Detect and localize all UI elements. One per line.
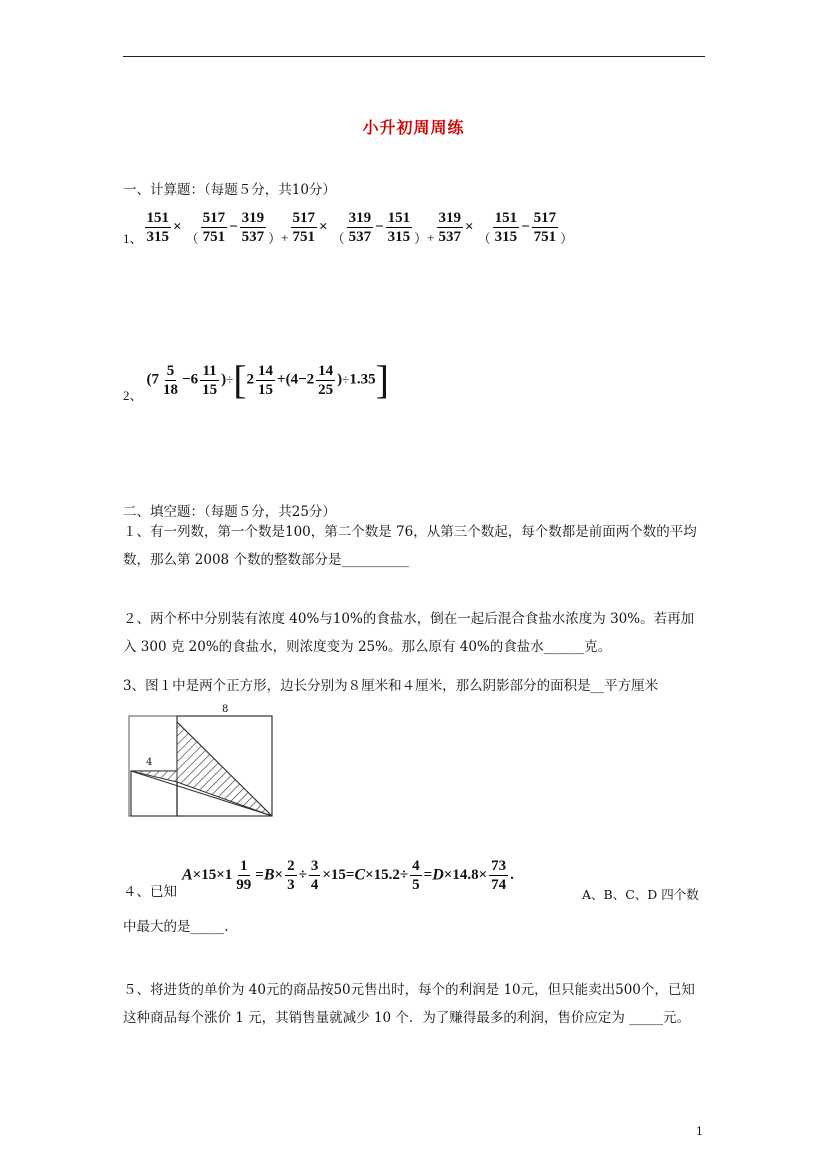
section1-heading: 一、计算题：（每题５分，共10分）: [123, 182, 336, 198]
fraction: $\frac{517}{751}$: [533, 210, 557, 245]
shaded-small-triangle: [131, 771, 177, 782]
problem-1-label: 1、: [123, 231, 143, 246]
header-rule: [123, 56, 705, 57]
problem-2-4-equation: A×15×1 $\frac{1}{99}$ =B× $\frac{2}{3}$ ÷ $\frac{3}{4}$ ×15=C×15.2÷ $\frac{4}{5}$ =D×14.8× $\frac{73}{74}$ .: [182, 858, 514, 893]
figure-label-4: 4: [146, 757, 153, 768]
fraction: $\frac{4}{5}$: [412, 858, 420, 893]
problem-2-label: 2、: [123, 387, 143, 403]
fraction: $\frac{14}{25}$: [318, 362, 334, 398]
fraction: $\frac{319}{537}$: [438, 210, 462, 245]
fraction: $\frac{151}{315}$: [494, 210, 518, 245]
problem-2-2: ２、两个杯中分别装有浓度 40%与10%的食盐水，倒在一起后混合食盐水浓度为 30%。若再加入 300 克 20%的食盐水，则浓度变为 25%。那么原有 40%的食盐水______克。: [123, 611, 695, 655]
problem-2-5: ５、将进货的单价为 40元的商品按50元售出时，每个的利润是 10元，但只能卖出500个，已知这种商品每个涨价 1 元，其销售量就减少 10 个．为了赚得最多的利润，售价应定为 _____元。: [123, 982, 695, 1026]
fraction: $\frac{517}{751}$: [292, 210, 316, 245]
fraction: $\frac{14}{15}$: [258, 362, 274, 398]
problem-2-3: 3、图１中是两个正方形，边长分别为８厘米和４厘米，那么阴影部分的面积是__平方厘米: [123, 678, 659, 694]
page-number: 1: [696, 1125, 703, 1138]
problem-1-expression: $_{1、}$ $\frac{151}{315}$ × $_($ $\frac{517}{751}$ − $\frac{319}{537}$ $_{)+}$ $\frac{517}{751}$ × $_($ $\frac{319}{537}$ − $\frac{151}{315}$ $_{)+}$ $\frac{319}{537}$ × $_($ $\frac{151}{315}$ − $\frac{517}{751}$ $_)$: [123, 210, 574, 246]
fraction: $\frac{319}{537}$: [241, 210, 265, 245]
page-title: 小升初周周练: [362, 118, 465, 137]
problem-2-4-line2: 中最大的是_____.: [123, 919, 229, 935]
fraction: $\frac{11}{15}$: [202, 362, 218, 398]
fraction: $\frac{517}{751}$: [202, 210, 226, 245]
problem-2-expression: $_{2、}$ (7 $\frac{5}{18}$ −6 $\frac{11}{15}$ )÷[2 $\frac{14}{15}$ +(4−2 $\frac{14}{25}$ )÷1.35]: [123, 357, 389, 403]
fraction: $\frac{73}{74}$: [491, 858, 507, 893]
section2-heading: 二、填空题：（每题５分，共25分）: [123, 504, 336, 520]
figure-label-8: 8: [222, 704, 229, 715]
fraction: $\frac{151}{315}$: [387, 210, 411, 245]
fraction: $\frac{5}{18}$: [163, 362, 179, 398]
fraction: $\frac{319}{537}$: [348, 210, 372, 245]
fraction: $\frac{3}{4}$: [310, 858, 319, 893]
fraction: $\frac{1}{99}$: [236, 858, 252, 893]
problem-2-4-prefix: ４、已知: [123, 884, 177, 900]
problem-2-1: １、有一列数，第一个数是100，第二个数是 76，从第三个数起，每个数都是前面两个数的平均数，那么第 2008 个数的整数部分是__________: [123, 524, 697, 568]
fraction: $\frac{151}{315}$: [146, 210, 170, 245]
fraction: $\frac{2}{3}$: [287, 858, 295, 893]
problem-2-4-suffix: A、B、C、D 四个数: [582, 887, 699, 902]
